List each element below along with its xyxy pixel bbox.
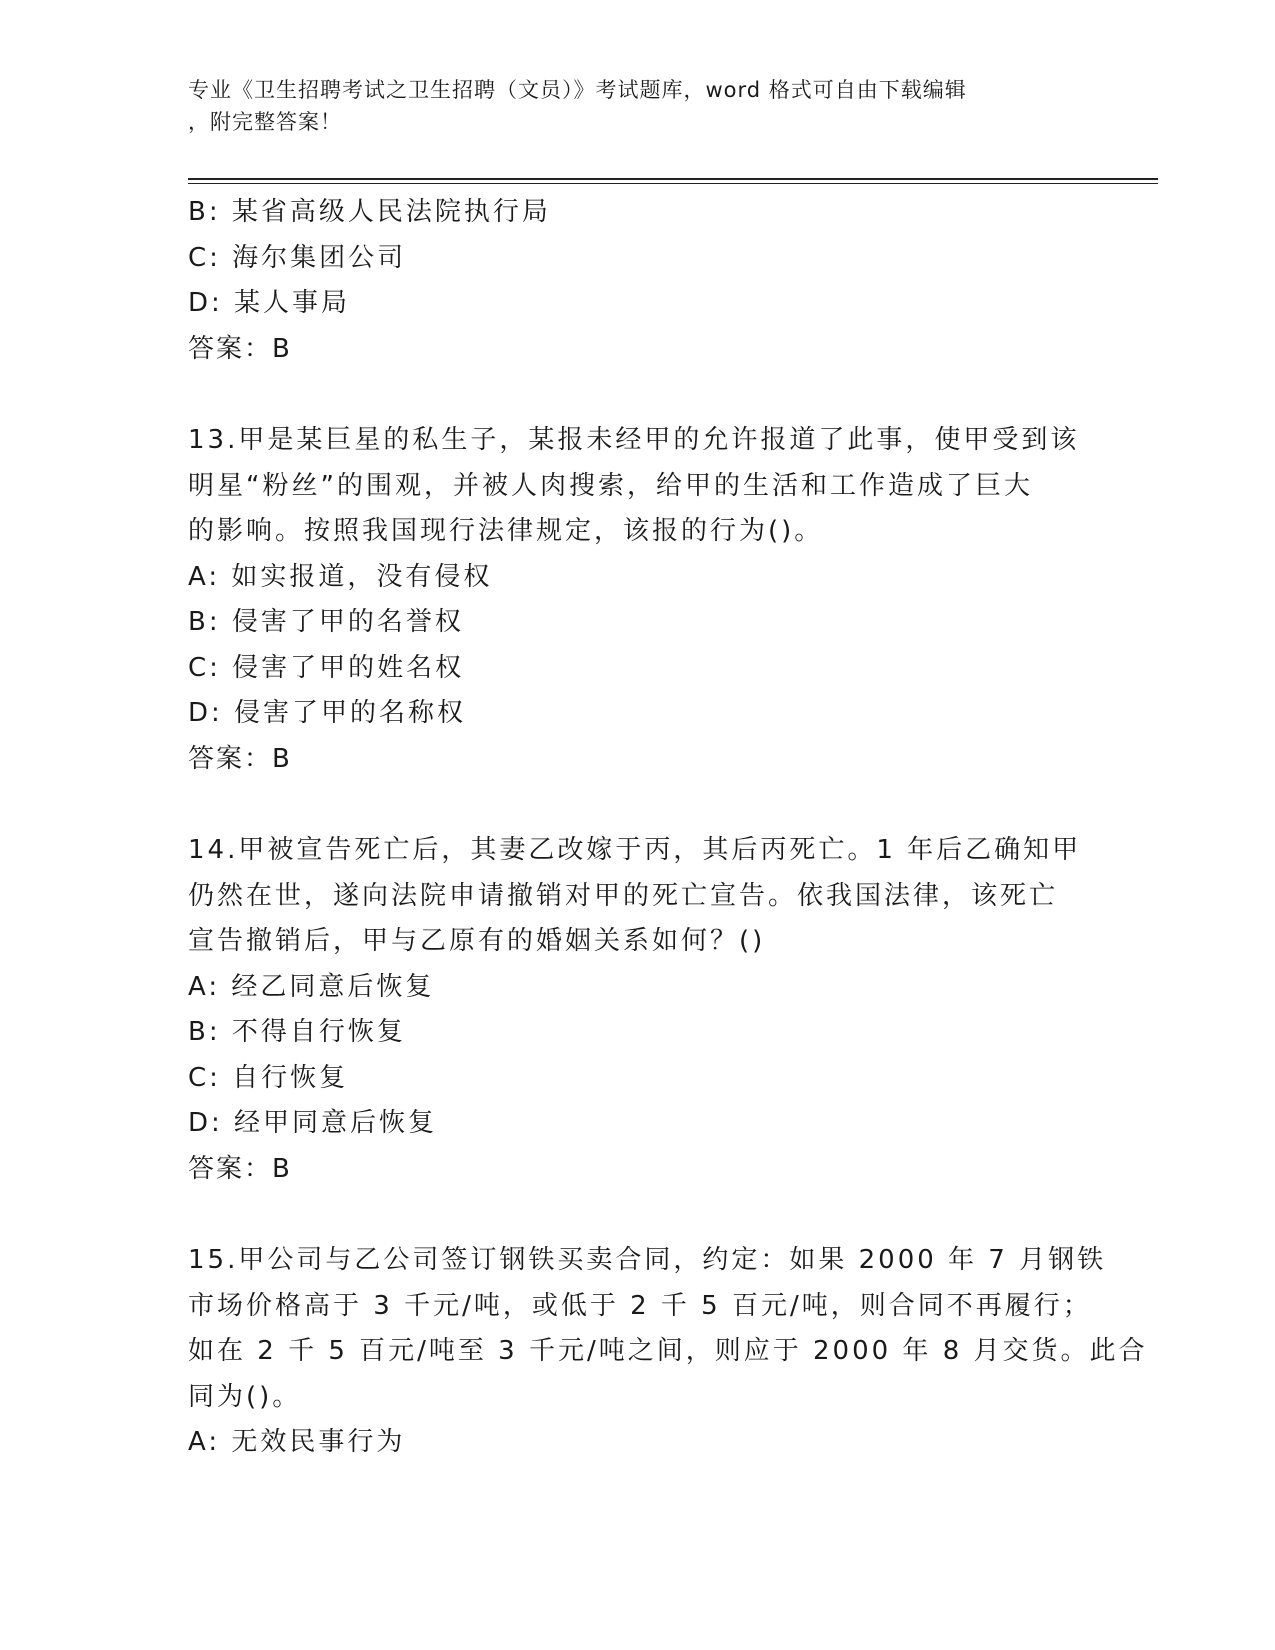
- question-text-line: 明星“粉丝”的围观，并被人肉搜索，给甲的生活和工作造成了巨大: [188, 470, 1033, 501]
- question-text-line: 同为()。: [188, 1381, 302, 1412]
- question-13: [188, 418, 1088, 782]
- question-text-line: 仍然在世，遂向法院申请撤销对甲的死亡宣告。依我国法律，该死亡: [188, 880, 1059, 911]
- question-text-line: 宣告撤销后，甲与乙原有的婚姻关系如何？(): [188, 926, 766, 956]
- question-15: [188, 1238, 1148, 1466]
- spacer: [188, 1192, 1088, 1238]
- question-text-line: 15.甲公司与乙公司签订钢铁买卖合同，约定：如果 2000 年 7 月钢铁: [188, 1245, 1107, 1275]
- document-header: [188, 74, 1068, 138]
- option-b: B: 某省高级人民法院执行局: [188, 197, 551, 227]
- option-a: A: 如实报道，没有侵权: [188, 561, 493, 592]
- question-14: [188, 828, 1088, 1192]
- question-text-line: 如在 2 千 5 百元/吨至 3 千元/吨之间，则应于 2000 年 8 月交货。此合: [188, 1336, 1148, 1366]
- question-text-line: 的影响。按照我国现行法律规定，该报的行为()。: [188, 516, 824, 546]
- option-b: B: 不得自行恢复: [188, 1017, 406, 1047]
- answer-line: 答案：B: [188, 743, 292, 774]
- header-line-1: 专业《卫生招聘考试之卫生招聘（文员）》考试题库，word 格式可自由下载编辑: [188, 78, 967, 102]
- header-line-2: ，附完整答案！: [188, 110, 342, 134]
- question-text-line: 13.甲是某巨星的私生子，某报未经甲的允许报道了此事，使甲受到该: [188, 425, 1080, 455]
- header-divider-thin: [188, 183, 1158, 184]
- spacer: [188, 372, 1088, 418]
- option-d: D: 经甲同意后恢复: [188, 1108, 438, 1138]
- answer-line: 答案：B: [188, 333, 292, 364]
- answer-line: 答案：B: [188, 1153, 292, 1184]
- question-text-line: 14.甲被宣告死亡后，其妻乙改嫁于丙，其后丙死亡。1 年后乙确知甲: [188, 835, 1082, 865]
- option-c: C: 侵害了甲的姓名权: [188, 652, 465, 683]
- option-a: A: 无效民事行为: [188, 1427, 406, 1457]
- option-b: B: 侵害了甲的名誉权: [188, 607, 464, 637]
- spacer: [188, 782, 1088, 828]
- option-d: D: 某人事局: [188, 288, 351, 318]
- option-d: D: 侵害了甲的名称权: [188, 698, 467, 728]
- option-c: C: 自行恢复: [188, 1062, 349, 1093]
- question-12-tail: [188, 190, 1088, 372]
- option-c: C: 海尔集团公司: [188, 242, 407, 273]
- question-text-line: 市场价格高于 3 千元/吨，或低于 2 千 5 百元/吨，则合同不再履行；: [188, 1290, 1092, 1321]
- header-divider-thick: [188, 178, 1158, 180]
- option-a: A: 经乙同意后恢复: [188, 971, 435, 1002]
- question-list: [188, 190, 1148, 1466]
